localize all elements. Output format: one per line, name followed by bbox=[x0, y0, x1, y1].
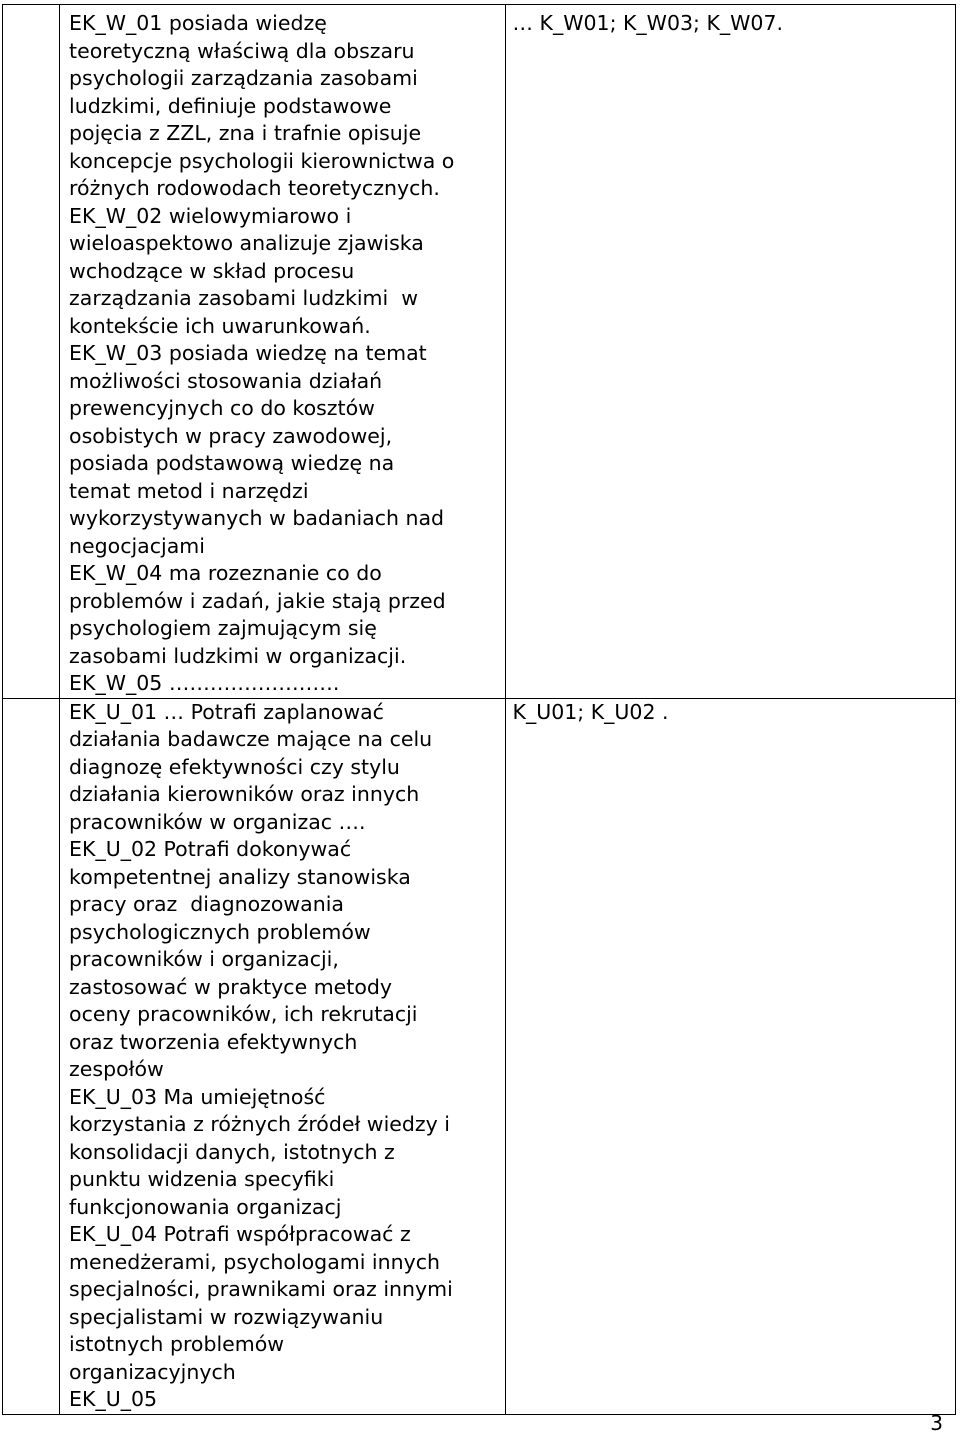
lp-cell bbox=[3, 698, 60, 1414]
knowledge-effects-cell bbox=[60, 5, 505, 699]
lp-text bbox=[3, 5, 59, 10]
knowledge-row bbox=[3, 5, 956, 699]
lp-cell bbox=[3, 5, 60, 699]
knowledge-effects-text: EK_W_01 posiada wiedzę teoretyczną właściwą dla obszaru psychologii zarządzania zasobami ludzkimi, definiuje podstawowe pojęcia z ZZL, zna i trafnie opisuje koncepcje psychologii kierownictwa o różnych rodowodach teoretycznych. EK_W_02 wielowymiarowo i wieloaspektowo analizuje zjawiska wchodzące w skład procesu zarządzania zasobami ludzkimi w kontekście ich uwarunkowań. EK_W_03 posiada wiedzę na temat możliwości stosowania działań prewencyjnych co do kosztów osobistych w pracy zawodowej, posiada podstawową wiedzę na temat metod i narzędzi wykorzystywanych w badaniach nad negocjacjami EK_W_04 ma rozeznanie co do problemów i zadań, jakie stają przed psychologiem zajmującym się zasobami ludzkimi w organizacji. EK_W_05 ……………………. bbox=[69, 11, 455, 695]
knowledge-codes-text: … K_W01; K_W03; K_W07. bbox=[512, 11, 784, 35]
skills-codes-text: K_U01; K_U02 . bbox=[512, 699, 669, 724]
page-number: 3 bbox=[930, 1411, 943, 1435]
skills-effects-text: EK_U_01 … Potrafi zaplanować działania badawcze mające na celu diagnozę efektywności czy stylu działania kierowników oraz innych pracowników w organizac …. EK_U_02 Potrafi dokonywać kompetentnej analizy stanowiska pracy oraz diagnozowania psychologicznych problemów pracowników i organizacji, zastosować w praktyce metody oceny pracowników, ich rekrutacji oraz tworzenia efektywnych zespołów EK_U_03 Ma umiejętność korzystania z różnych źródeł wiedzy i konsolidacji danych, istotnych z punktu widzenia specyfiki funkcjonowania organizacj EK_U_04 Potrafi współpracować z menedżerami, psychologami innych specjalności, prawnikami oraz innymi specjalistami w rozwiązywaniu istotnych problemów organizacyjnych EK_U_05 bbox=[69, 699, 453, 1411]
skills-row bbox=[3, 698, 956, 1414]
learning-outcomes-table bbox=[2, 4, 956, 1415]
knowledge-codes-cell bbox=[505, 5, 956, 699]
skills-codes-cell bbox=[505, 698, 956, 1414]
skills-effects-cell bbox=[60, 698, 505, 1414]
